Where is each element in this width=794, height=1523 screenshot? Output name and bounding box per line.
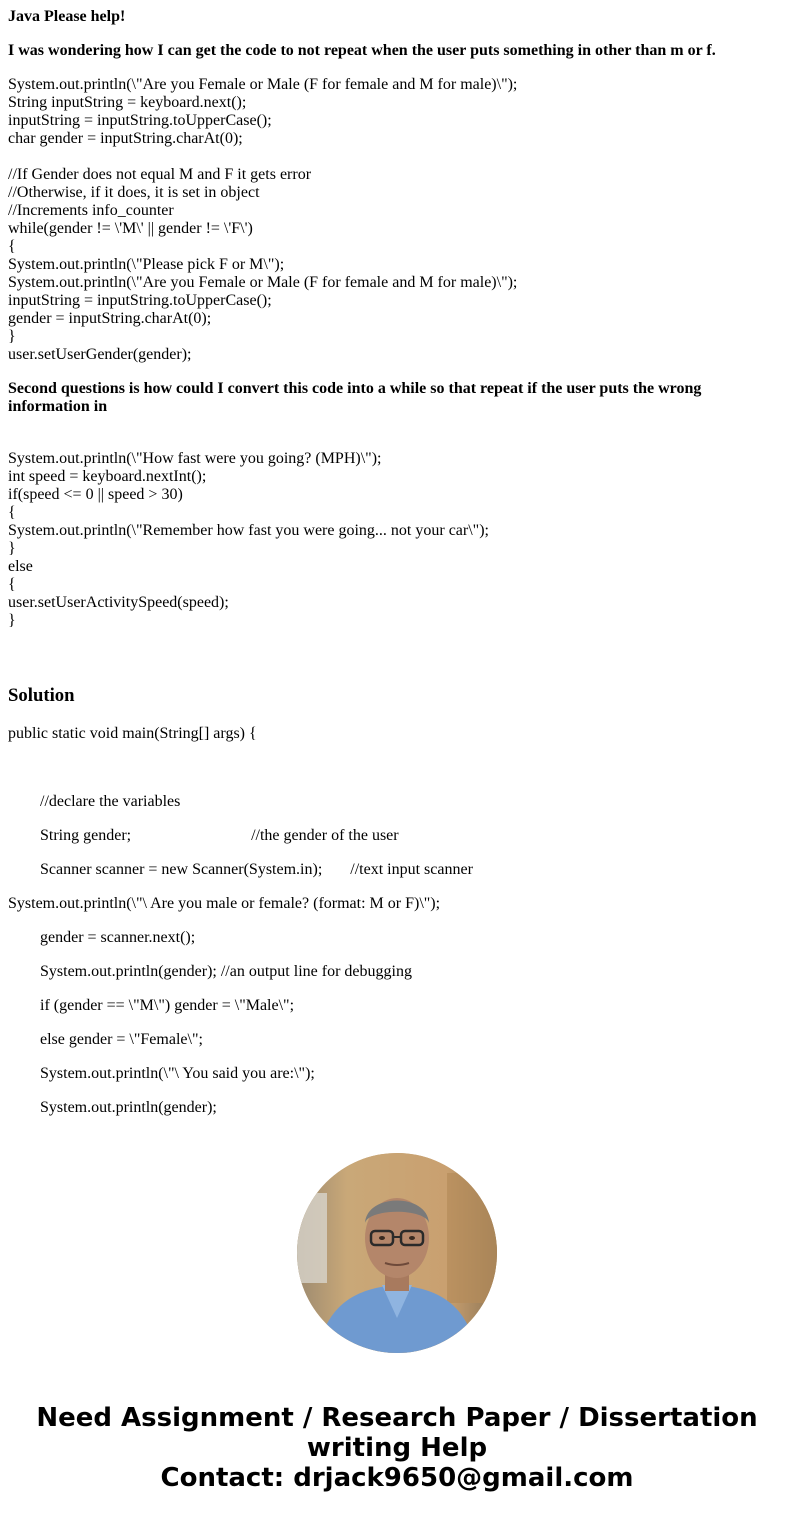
footer-line-1: Need Assignment / Research Paper / Dissertation — [36, 1403, 758, 1433]
code-line: int speed = keyboard.nextInt(); — [8, 468, 207, 485]
solution-gender-decl: String gender; //the gender of the user — [40, 827, 399, 844]
code-line: } — [8, 612, 16, 629]
code-line: char gender = inputString.charAt(0); — [8, 130, 243, 147]
solution-prompt-line: System.out.println(\"\ Are you male or female? (format: M or F)\"); — [8, 895, 441, 912]
code-line: if(speed <= 0 || speed > 30) — [8, 486, 183, 503]
solution-print-line: System.out.println(gender); — [40, 1099, 217, 1116]
code-line: user.setUserGender(gender); — [8, 346, 192, 363]
code-line: inputString = inputString.toUpperCase(); — [8, 292, 272, 309]
solution-heading: Solution — [8, 685, 75, 706]
code-line: //If Gender does not equal M and F it gets error — [8, 166, 312, 183]
solution-scanner-decl: Scanner scanner = new Scanner(System.in); //text input scanner — [40, 861, 473, 878]
footer-line-2: writing Help — [306, 1433, 488, 1463]
code-line: while(gender != \'M\' || gender != \'F\') — [8, 220, 253, 237]
solution-main-line: public static void main(String[] args) { — [8, 725, 257, 742]
solution-else-line: else gender = \"Female\"; — [40, 1031, 203, 1048]
code-line: System.out.println(\"Are you Female or Male (F for female and M for male)\"); — [8, 76, 518, 93]
code-block-1 — [8, 76, 786, 148]
solution-read-line: gender = scanner.next(); — [40, 929, 196, 946]
code-line: gender = inputString.charAt(0); — [8, 310, 212, 327]
solution-said-line: System.out.println(\"\ You said you are:\"); — [40, 1065, 315, 1082]
solution-if-line: if (gender == \"M\") gender = \"Male\"; — [40, 997, 295, 1014]
code-line: String inputString = keyboard.next(); — [8, 94, 247, 111]
solution-comment-line: //declare the variables — [40, 793, 181, 810]
footer-contact-line: Contact: drjack9650@gmail.com — [160, 1463, 634, 1493]
code-block-2 — [8, 166, 786, 364]
code-line: System.out.println(\"Remember how fast you were going... not your car\"); — [8, 522, 489, 539]
code-line: { — [8, 238, 16, 255]
question-title: Java Please help! — [8, 8, 126, 25]
contact-footer — [0, 1403, 794, 1493]
code-line: else — [8, 558, 33, 575]
question-section — [8, 8, 786, 630]
question-text-2: Second questions is how could I convert this code into a while so that repeat if the user puts the wrong information in — [8, 380, 702, 415]
avatar-portrait — [297, 1153, 497, 1353]
code-line: { — [8, 504, 16, 521]
code-line: user.setUserActivitySpeed(speed); — [8, 594, 229, 611]
code-line: System.out.println(\"Please pick F or M\"); — [8, 256, 285, 273]
code-line: inputString = inputString.toUpperCase(); — [8, 112, 272, 129]
code-block-3 — [8, 450, 786, 630]
code-line: System.out.println(\"How fast were you going? (MPH)\"); — [8, 450, 382, 467]
solution-debug-line: System.out.println(gender); //an output line for debugging — [40, 963, 412, 980]
code-line: System.out.println(\"Are you Female or Male (F for female and M for male)\"); — [8, 274, 518, 291]
code-line: } — [8, 328, 16, 345]
code-line: //Otherwise, if it does, it is set in object — [8, 184, 260, 201]
code-line: //Increments info_counter — [8, 202, 174, 219]
code-line: } — [8, 540, 16, 557]
avatar — [297, 1153, 497, 1353]
code-line: { — [8, 576, 16, 593]
question-text-1: I was wondering how I can get the code to not repeat when the user puts something in other than m or f. — [8, 42, 716, 59]
